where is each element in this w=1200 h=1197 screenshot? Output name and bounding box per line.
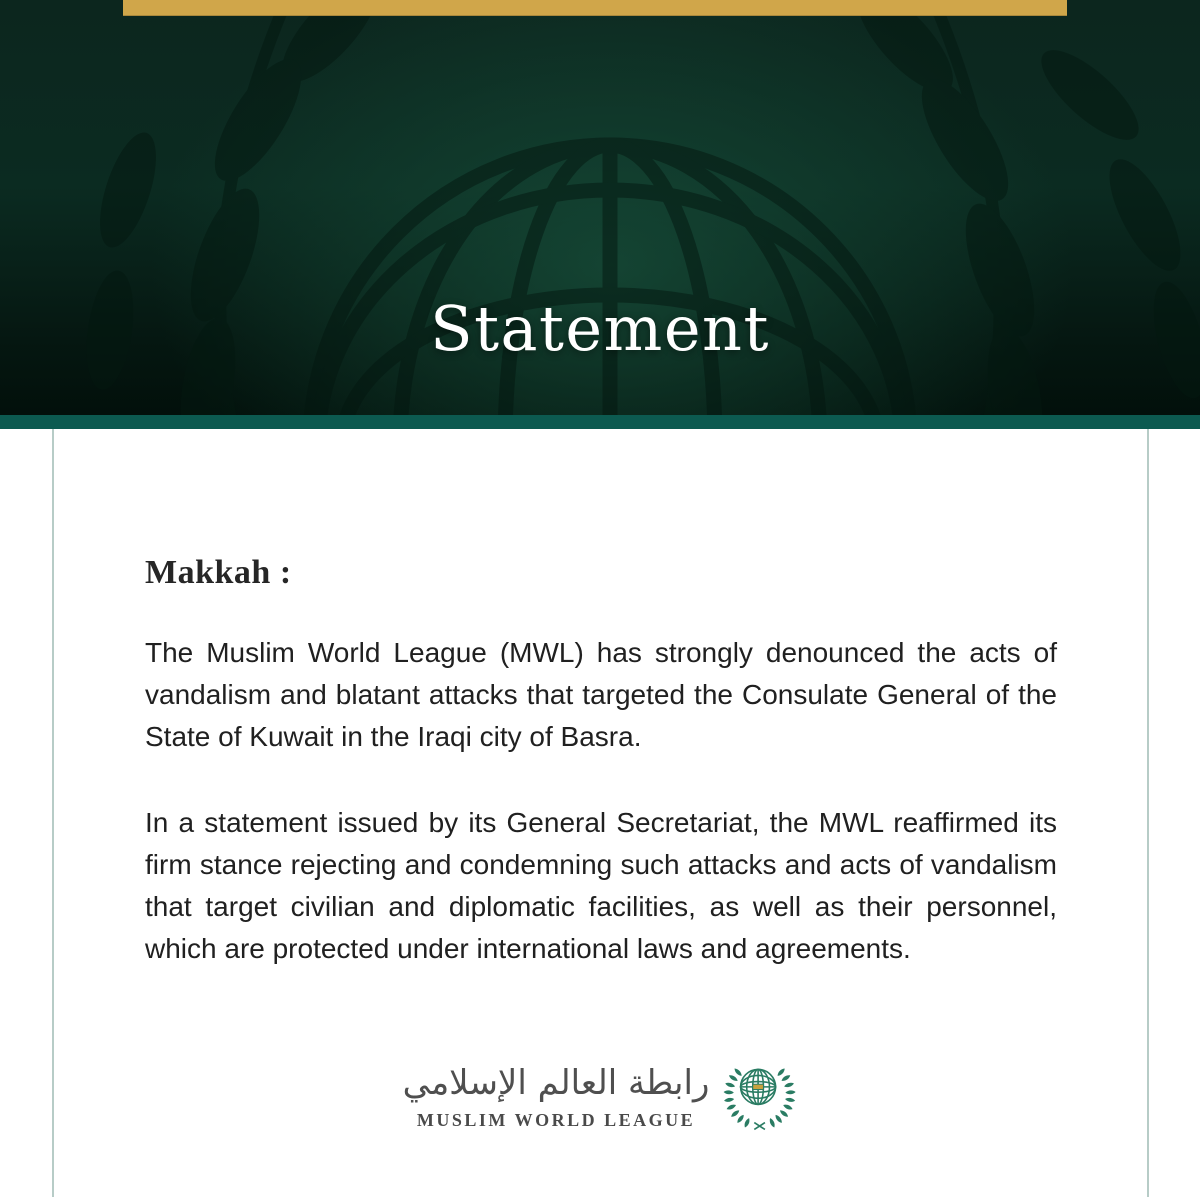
header-banner [0, 0, 1200, 415]
paragraph-line: State of Kuwait in the Iraqi city of Basra. [145, 721, 642, 752]
mwl-emblem-icon [721, 1056, 797, 1136]
mwl-arabic-name: رابطة العالم الإسلامي [402, 1062, 710, 1103]
paragraph-line: that target civilian and diplomatic facilities, as well as their personnel, [145, 891, 1057, 922]
paragraph-line: The Muslim World League (MWL) has strongly denounced the acts of [145, 637, 1057, 668]
paragraph-1 [145, 632, 1057, 758]
gold-accent-bar [123, 0, 1067, 16]
paragraph-2 [145, 802, 1057, 970]
paragraph-line: vandalism and blatant attacks that targeted the Consulate General of the [145, 679, 1057, 710]
statement-body [0, 429, 1200, 1197]
mwl-logo-text [403, 1061, 710, 1132]
paragraph-line: In a statement issued by its General Secretariat, the MWL reaffirmed its [145, 807, 1057, 838]
page-title: Statement [430, 292, 770, 365]
mwl-english-name: MUSLIM WORLD LEAGUE [416, 1110, 696, 1131]
left-frame-line [52, 429, 54, 1197]
teal-divider-band [0, 415, 1200, 429]
paragraph-line: which are protected under international laws and agreements. [145, 933, 911, 964]
right-frame-line [1147, 429, 1149, 1197]
mwl-logo [403, 1056, 798, 1136]
dateline-heading: Makkah : [145, 554, 292, 591]
paragraph-line: firm stance rejecting and condemning such attacks and acts of vandalism [145, 849, 1057, 880]
